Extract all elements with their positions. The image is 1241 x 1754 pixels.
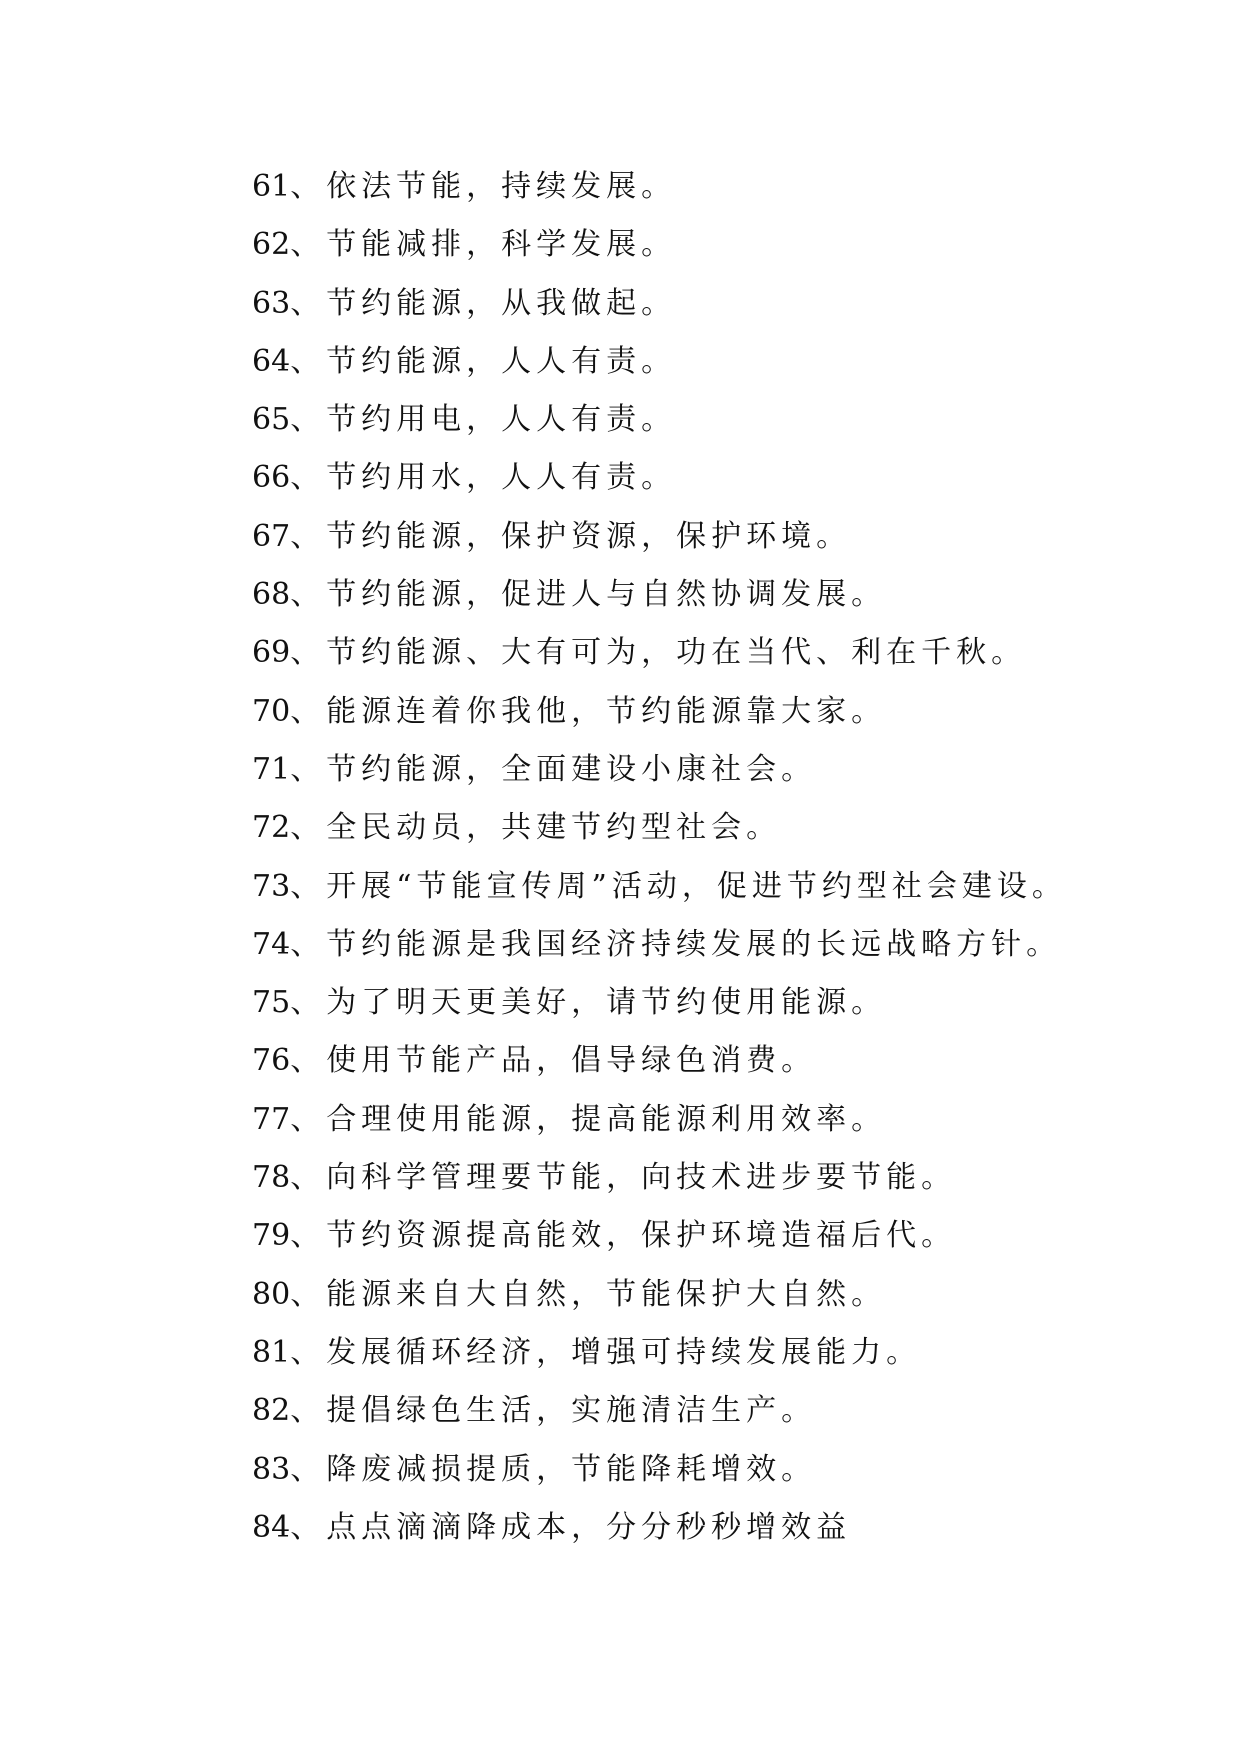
item-separator: 、 — [290, 635, 321, 671]
item-text: 节能减排，科学发展。 — [326, 227, 677, 263]
list-item — [252, 741, 1067, 799]
item-separator: 、 — [290, 1160, 321, 1196]
list-item — [252, 1149, 1067, 1207]
list-item — [252, 275, 1067, 333]
item-number: 80 — [252, 1276, 291, 1312]
item-text: 节约用电，人人有责。 — [326, 402, 677, 438]
item-number: 63 — [252, 285, 291, 321]
list-item — [252, 799, 1067, 857]
list-item — [252, 1207, 1067, 1265]
item-text: 发展循环经济，增强可持续发展能力。 — [326, 1334, 922, 1370]
item-text: 节约能源，从我做起。 — [326, 285, 677, 321]
list-item — [252, 1091, 1067, 1149]
item-separator: 、 — [290, 227, 321, 263]
item-separator: 、 — [290, 810, 321, 846]
item-text: 点点滴滴降成本，分分秒秒增效益 — [326, 1509, 852, 1545]
item-separator: 、 — [290, 1334, 321, 1370]
item-number: 76 — [252, 1043, 291, 1079]
list-item — [252, 333, 1067, 391]
item-number: 71 — [252, 751, 291, 787]
item-text: 节约能源，人人有责。 — [326, 343, 677, 379]
item-text: 向科学管理要节能，向技术进步要节能。 — [326, 1160, 957, 1196]
item-separator: 、 — [290, 1043, 321, 1079]
list-item — [252, 916, 1067, 974]
item-separator: 、 — [290, 577, 321, 613]
item-separator: 、 — [290, 1101, 321, 1137]
item-text: 节约用水，人人有责。 — [326, 460, 677, 496]
item-separator: 、 — [290, 693, 321, 729]
item-number: 75 — [252, 985, 291, 1021]
item-number: 61 — [252, 169, 291, 204]
item-number: 67 — [252, 518, 291, 554]
list-item — [252, 391, 1067, 449]
item-separator: 、 — [290, 926, 321, 962]
item-separator: 、 — [290, 518, 321, 554]
item-text: 使用节能产品，倡导绿色消费。 — [326, 1043, 817, 1079]
item-text: 节约能源，促进人与自然协调发展。 — [326, 577, 887, 613]
item-number: 64 — [252, 343, 291, 379]
item-separator: 、 — [290, 460, 321, 496]
item-number: 79 — [252, 1218, 291, 1254]
item-text: 能源连着你我他，节约能源靠大家。 — [326, 693, 887, 729]
slogan-list — [252, 158, 1067, 1557]
item-text: 为了明天更美好，请节约使用能源。 — [326, 985, 887, 1021]
item-separator: 、 — [290, 1393, 321, 1429]
item-separator: 、 — [290, 343, 321, 379]
item-text: 节约能源，保护资源，保护环境。 — [326, 518, 852, 554]
item-number: 65 — [252, 402, 291, 438]
list-item — [252, 1499, 1067, 1557]
list-item — [252, 1441, 1067, 1499]
list-item — [252, 858, 1067, 916]
list-item — [252, 1266, 1067, 1324]
item-separator: 、 — [290, 402, 321, 438]
item-text: 开展“节能宣传周”活动，促进节约型社会建设。 — [326, 868, 1067, 904]
list-item — [252, 974, 1067, 1032]
list-item — [252, 449, 1067, 507]
list-item — [252, 158, 1067, 216]
item-separator: 、 — [290, 751, 321, 787]
item-number: 62 — [252, 227, 291, 263]
item-number: 77 — [252, 1101, 291, 1137]
item-separator: 、 — [290, 1276, 321, 1312]
item-text: 节约能源，全面建设小康社会。 — [326, 751, 817, 787]
item-separator: 、 — [290, 1218, 321, 1254]
list-item — [252, 216, 1067, 274]
item-number: 69 — [252, 635, 291, 671]
item-number: 81 — [252, 1334, 291, 1370]
list-item — [252, 624, 1067, 682]
item-number: 83 — [252, 1451, 291, 1487]
item-separator: 、 — [290, 1509, 321, 1545]
list-item — [252, 1382, 1067, 1440]
list-item — [252, 1032, 1067, 1090]
item-number: 82 — [252, 1393, 291, 1429]
item-text: 提倡绿色生活，实施清洁生产。 — [326, 1393, 817, 1429]
item-separator: 、 — [290, 1451, 321, 1487]
item-number: 74 — [252, 926, 291, 962]
item-text: 合理使用能源，提高能源利用效率。 — [326, 1101, 887, 1137]
item-text: 节约能源、大有可为，功在当代、利在千秋。 — [326, 635, 1027, 671]
item-number: 68 — [252, 577, 291, 613]
item-number: 72 — [252, 810, 291, 846]
list-item — [252, 566, 1067, 624]
item-separator: 、 — [290, 285, 321, 321]
list-item — [252, 1324, 1067, 1382]
item-number: 66 — [252, 460, 291, 496]
item-text: 能源来自大自然，节能保护大自然。 — [326, 1276, 887, 1312]
item-text: 降废减损提质，节能降耗增效。 — [326, 1451, 817, 1487]
item-number: 84 — [252, 1509, 291, 1545]
item-separator: 、 — [290, 868, 321, 904]
item-text: 节约资源提高能效，保护环境造福后代。 — [326, 1218, 957, 1254]
list-item — [252, 508, 1067, 566]
item-separator: 、 — [290, 985, 321, 1021]
item-number: 78 — [252, 1160, 291, 1196]
list-item — [252, 683, 1067, 741]
item-text: 全民动员，共建节约型社会。 — [326, 810, 782, 846]
item-separator: 、 — [290, 169, 321, 204]
item-text: 依法节能，持续发展。 — [326, 169, 677, 204]
item-number: 73 — [252, 868, 291, 904]
item-text: 节约能源是我国经济持续发展的长远战略方针。 — [326, 926, 1062, 962]
item-number: 70 — [252, 693, 291, 729]
